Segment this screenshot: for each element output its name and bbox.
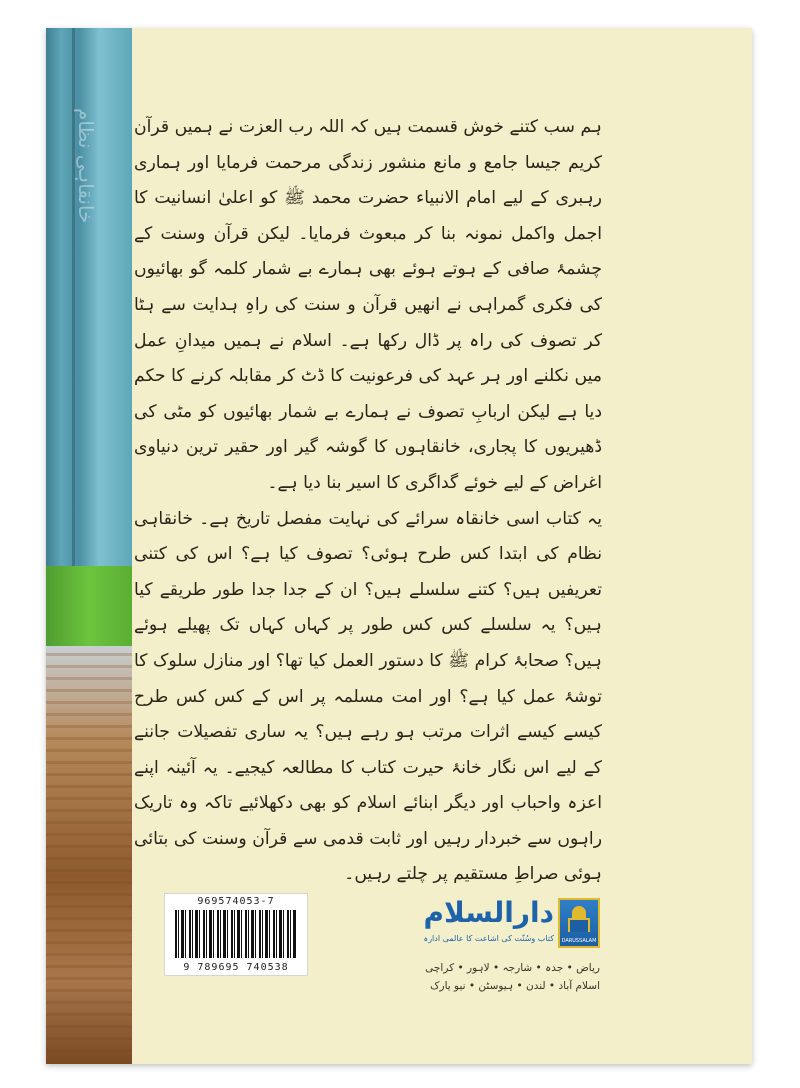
logo-caption: DARUSSALAM	[561, 938, 597, 944]
logo-dome	[572, 906, 586, 918]
spine-building-photo	[46, 646, 132, 1064]
blurb-paragraph-1: ہم سب کتنے خوش قسمت ہیں کہ اللہ رب العزت نے ہمیں قرآن کریم جیسا جامع و مانع منشور زندگی مرحمت فرمایا اور ہماری رہبری کے لیے امام الانبیاء حضرت محمد ﷺ کو اعلیٰ انسانیت کا اجمل واکمل نمونہ بنا کر مبعوث فرمایا۔ لیکن قرآن وسنت کے چشمۂ صافی کے ہوتے ہوئے بھی ہمارے بے شمار کلمہ گو بھائیوں کی فکری گمراہی نے انھیں قرآن و سنت کی راہِ ہدایت سے ہٹا کر تصوف کی راہ پر ڈال رکھا ہے۔ اسلام نے ہمیں میدانِ عمل میں نکلنے اور ہر عہد کی فرعونیت کا ڈٹ کر مقابلہ کرنے کا حکم دیا ہے لیکن اربابِ تصوف نے ہمارے بے شمار بھائیوں کو مٹی کی ڈھیریوں کا پجاری، خانقاہوں کا گوشہ گیر اور حقیر ترین دنیاوی اغراض کے لیے خوئے گداگری کا اسیر بنا دیا ہے۔	[134, 117, 602, 493]
publisher-tagline: کتاب وسُنّت کی اشاعت کا عالمی ادارہ	[423, 934, 554, 943]
blurb-paragraph-2: یہ کتاب اسی خانقاہ سرائے کی نہایت مفصل تاریخ ہے۔ خانقاہی نظام کی ابتدا کس طرح ہوئی؟ تصوف کیا ہے؟ اس کی کتنی تعریفیں ہیں؟ کتنے سلسلے ہیں؟ ان کے جدا جدا طور طریقے کیا ہیں؟ یہ سلسلے کس کس طور پر کہاں کہاں تک پھیلے ہوئے ہیں؟ صحابۂ کرام ﷺ کا دستور العمل کیا تھا؟ اور منازل سلوک کا توشۂ عمل کیا ہے؟ اور امت مسلمہ پر اس کے کس کس طرح کیسے کیسے اثرات مرتب ہو رہے ہیں؟ یہ ساری تفصیلات جاننے کے لیے اس نگار خانۂ حیرت کتاب کا مطالعہ کیجیے۔ یہ آئینہ اپنے اعزہ واحباب اور دیگر ابنائے اسلام کو بھی دکھلائیے تاکہ وہ تاریک راہوں سے خبردار رہیں اور ثابت قدمی سے قرآن وسنت کی بتائی ہوئی صراطِ مستقیم پر چلتے رہیں۔	[134, 508, 602, 885]
isbn-number: 969574053-7	[197, 896, 275, 907]
blurb-text	[134, 110, 602, 893]
publisher-cities-line-1: ریاض • جدہ • شارجہ • لاہور • کراچی	[425, 962, 600, 974]
publisher-name: دارالسلام	[423, 896, 554, 929]
isbn-barcode	[164, 893, 308, 976]
publisher-cities-line-2: اسلام آباد • لندن • ہیوسٹن • نیو یارک	[430, 980, 600, 992]
logo-arch	[568, 918, 590, 932]
spine-title: خانقاہی نظام	[74, 108, 98, 224]
publisher-logo-icon	[558, 898, 600, 948]
spine-green-band	[46, 566, 132, 646]
book-spine	[46, 28, 132, 1064]
publisher-block	[410, 868, 610, 992]
barcode-bars	[175, 910, 297, 958]
ean-number: 9 789695 740538	[183, 962, 289, 973]
